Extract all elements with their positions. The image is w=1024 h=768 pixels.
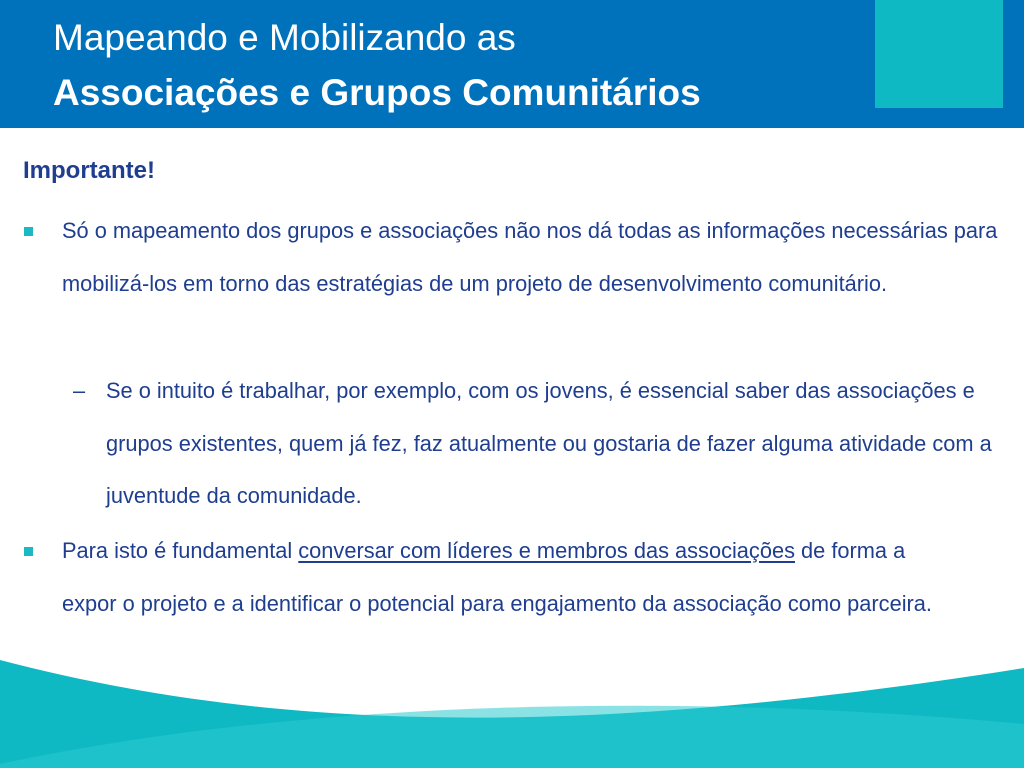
dash-bullet-icon: –	[73, 378, 86, 403]
bullet-2-tail: de forma a expor o projeto e a identificar o potencial para engajamento da associação como parceira.	[62, 538, 932, 616]
title-line-1: Mapeando e Mobilizando as	[53, 17, 516, 58]
bullet-2-lead: Para isto é fundamental	[62, 538, 299, 563]
bullet-text-1: Só o mapeamento dos grupos e associações não nos dá todas as informações necessárias para mobilizá-los em torno das estratégias de um projeto de desenvolvimento comunitário.	[62, 218, 998, 296]
square-bullet-icon	[24, 547, 33, 556]
bullet-text-2	[62, 525, 962, 630]
important-heading: Importante!	[23, 157, 155, 184]
emphasis-underlined-text: conversar com líderes e membros das associações	[298, 538, 795, 563]
title-line-2: Associações e Grupos Comunitários	[53, 72, 701, 113]
sub-bullet-text-1: Se o intuito é trabalhar, por exemplo, com os jovens, é essencial saber das associações e grupos existentes, quem já fez, faz atualmente ou gostaria de fazer alguma atividade com a juventude da comunidade.	[106, 378, 992, 508]
square-bullet-icon	[24, 227, 33, 236]
